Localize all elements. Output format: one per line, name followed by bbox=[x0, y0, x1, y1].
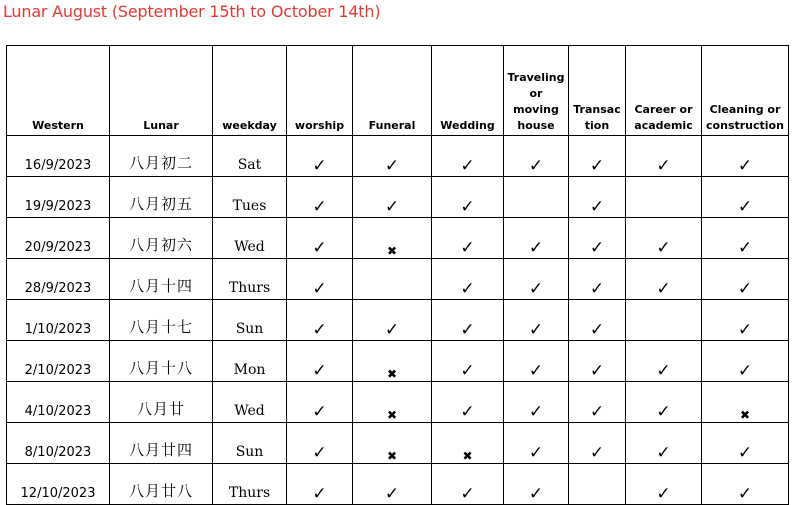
check-icon: ✓ bbox=[589, 402, 605, 422]
mark-cell-career bbox=[626, 341, 702, 382]
column-header-line: or bbox=[529, 87, 543, 100]
mark-cell-career bbox=[626, 259, 702, 300]
check-icon: ✓ bbox=[384, 320, 400, 340]
mark-cell-cleaning bbox=[702, 464, 789, 505]
check-icon: ✓ bbox=[528, 156, 544, 176]
lunar-date-cell: 八月廿四 bbox=[110, 423, 213, 464]
cross-icon: ✖ bbox=[739, 408, 751, 422]
mark-cell-career bbox=[626, 423, 702, 464]
mark-cell-career bbox=[626, 136, 702, 177]
column-header-line: Transac bbox=[573, 103, 621, 116]
column-header-line: construction bbox=[706, 119, 784, 132]
auspicious-days-table bbox=[6, 45, 789, 505]
check-icon: ✓ bbox=[528, 361, 544, 381]
mark-cell-wedding bbox=[432, 218, 504, 259]
check-icon: ✓ bbox=[460, 279, 475, 299]
mark-cell-wedding bbox=[432, 341, 504, 382]
weekday-cell: Thurs bbox=[213, 464, 287, 505]
mark-cell-worship bbox=[287, 341, 353, 382]
mark-cell-worship bbox=[287, 136, 353, 177]
lunar-date-cell: 八月十八 bbox=[110, 341, 213, 382]
check-icon: ✓ bbox=[312, 402, 327, 422]
column-header-line: Wedding bbox=[440, 119, 495, 132]
check-icon: ✓ bbox=[656, 238, 671, 258]
column-header-line: weekday bbox=[222, 119, 277, 132]
mark-cell-cleaning bbox=[702, 259, 789, 300]
check-icon: ✓ bbox=[737, 156, 753, 176]
mark-cell-worship bbox=[287, 218, 353, 259]
mark-cell-funeral bbox=[353, 259, 432, 300]
mark-cell-worship bbox=[287, 423, 353, 464]
check-icon: ✓ bbox=[460, 361, 475, 381]
check-icon: ✓ bbox=[656, 279, 671, 299]
mark-cell-funeral bbox=[353, 382, 432, 423]
western-date-cell: 8/10/2023 bbox=[7, 423, 110, 464]
check-icon: ✓ bbox=[528, 279, 544, 299]
check-icon: ✓ bbox=[312, 443, 327, 463]
western-date-cell: 1/10/2023 bbox=[7, 300, 110, 341]
column-header-line: house bbox=[517, 119, 555, 132]
weekday-cell: Thurs bbox=[213, 259, 287, 300]
mark-cell-funeral bbox=[353, 136, 432, 177]
check-icon: ✓ bbox=[737, 320, 753, 340]
mark-cell-wedding bbox=[432, 259, 504, 300]
table-row bbox=[7, 341, 789, 382]
lunar-date-cell: 八月廿八 bbox=[110, 464, 213, 505]
mark-cell-funeral bbox=[353, 423, 432, 464]
check-icon: ✓ bbox=[589, 238, 605, 258]
check-icon: ✓ bbox=[384, 484, 400, 504]
header-row bbox=[7, 46, 789, 136]
column-header-line: worship bbox=[294, 119, 345, 132]
check-icon: ✓ bbox=[656, 484, 671, 504]
column-header-transaction bbox=[569, 46, 626, 136]
mark-cell-worship bbox=[287, 300, 353, 341]
western-date-cell: 28/9/2023 bbox=[7, 259, 110, 300]
mark-cell-worship bbox=[287, 464, 353, 505]
mark-cell-worship bbox=[287, 177, 353, 218]
mark-cell-transaction bbox=[569, 218, 626, 259]
mark-cell-funeral bbox=[353, 177, 432, 218]
column-header-line: Lunar bbox=[143, 119, 179, 132]
western-date-cell: 19/9/2023 bbox=[7, 177, 110, 218]
column-header-worship bbox=[287, 46, 353, 136]
mark-cell-wedding bbox=[432, 136, 504, 177]
column-header-funeral bbox=[353, 46, 432, 136]
check-icon: ✓ bbox=[460, 402, 475, 422]
weekday-cell: Sun bbox=[213, 423, 287, 464]
table-row bbox=[7, 259, 789, 300]
mark-cell-traveling bbox=[504, 136, 569, 177]
check-icon: ✓ bbox=[384, 197, 400, 217]
mark-cell-cleaning bbox=[702, 423, 789, 464]
cross-icon: ✖ bbox=[462, 449, 473, 463]
mark-cell-career bbox=[626, 177, 702, 218]
lunar-date-cell: 八月十四 bbox=[110, 259, 213, 300]
column-header-line: tion bbox=[584, 119, 610, 132]
mark-cell-transaction bbox=[569, 464, 626, 505]
check-icon: ✓ bbox=[656, 361, 671, 381]
mark-cell-transaction bbox=[569, 259, 626, 300]
check-icon: ✓ bbox=[737, 279, 753, 299]
mark-cell-transaction bbox=[569, 300, 626, 341]
cross-icon: ✖ bbox=[386, 408, 398, 422]
mark-cell-career bbox=[626, 464, 702, 505]
check-icon: ✓ bbox=[312, 320, 327, 340]
check-icon: ✓ bbox=[312, 361, 327, 381]
weekday-cell: Tues bbox=[213, 177, 287, 218]
weekday-cell: Sat bbox=[213, 136, 287, 177]
check-icon: ✓ bbox=[656, 402, 671, 422]
check-icon: ✓ bbox=[656, 443, 671, 463]
column-header-lunar bbox=[110, 46, 213, 136]
check-icon: ✓ bbox=[460, 238, 475, 258]
lunar-date-cell: 八月廿 bbox=[110, 382, 213, 423]
mark-cell-cleaning bbox=[702, 382, 789, 423]
mark-cell-funeral bbox=[353, 464, 432, 505]
mark-cell-wedding bbox=[432, 464, 504, 505]
mark-cell-cleaning bbox=[702, 136, 789, 177]
lunar-date-cell: 八月初五 bbox=[110, 177, 213, 218]
weekday-cell: Sun bbox=[213, 300, 287, 341]
check-icon: ✓ bbox=[312, 156, 327, 176]
column-header-weekday bbox=[213, 46, 287, 136]
western-date-cell: 4/10/2023 bbox=[7, 382, 110, 423]
check-icon: ✓ bbox=[737, 238, 753, 258]
check-icon: ✓ bbox=[589, 361, 605, 381]
weekday-cell: Mon bbox=[213, 341, 287, 382]
cross-icon: ✖ bbox=[386, 367, 398, 381]
mark-cell-transaction bbox=[569, 341, 626, 382]
check-icon: ✓ bbox=[528, 320, 544, 340]
check-icon: ✓ bbox=[384, 156, 400, 176]
column-header-line: moving bbox=[513, 103, 559, 116]
check-icon: ✓ bbox=[737, 361, 753, 381]
table-row bbox=[7, 382, 789, 423]
western-date-cell: 12/10/2023 bbox=[7, 464, 110, 505]
column-header-line: academic bbox=[634, 119, 693, 132]
check-icon: ✓ bbox=[312, 197, 327, 217]
check-icon: ✓ bbox=[460, 320, 475, 340]
cross-icon: ✖ bbox=[386, 449, 398, 463]
mark-cell-cleaning bbox=[702, 177, 789, 218]
western-date-cell: 20/9/2023 bbox=[7, 218, 110, 259]
check-icon: ✓ bbox=[589, 443, 605, 463]
mark-cell-traveling bbox=[504, 300, 569, 341]
check-icon: ✓ bbox=[312, 484, 327, 504]
mark-cell-traveling bbox=[504, 382, 569, 423]
mark-cell-career bbox=[626, 300, 702, 341]
table-row bbox=[7, 218, 789, 259]
cross-icon: ✖ bbox=[386, 244, 398, 258]
check-icon: ✓ bbox=[737, 197, 753, 217]
check-icon: ✓ bbox=[528, 443, 544, 463]
mark-cell-traveling bbox=[504, 218, 569, 259]
mark-cell-worship bbox=[287, 259, 353, 300]
column-header-line: Western bbox=[32, 119, 84, 132]
check-icon: ✓ bbox=[460, 197, 475, 217]
column-header-traveling bbox=[504, 46, 569, 136]
mark-cell-funeral bbox=[353, 218, 432, 259]
mark-cell-career bbox=[626, 382, 702, 423]
mark-cell-transaction bbox=[569, 136, 626, 177]
lunar-date-cell: 八月十七 bbox=[110, 300, 213, 341]
check-icon: ✓ bbox=[528, 402, 544, 422]
column-header-line: Traveling bbox=[507, 71, 565, 84]
mark-cell-funeral bbox=[353, 341, 432, 382]
mark-cell-traveling bbox=[504, 259, 569, 300]
check-icon: ✓ bbox=[589, 197, 605, 217]
mark-cell-traveling bbox=[504, 423, 569, 464]
western-date-cell: 16/9/2023 bbox=[7, 136, 110, 177]
weekday-cell: Wed bbox=[213, 218, 287, 259]
column-header-career bbox=[626, 46, 702, 136]
mark-cell-traveling bbox=[504, 177, 569, 218]
table-row bbox=[7, 136, 789, 177]
column-header-western bbox=[7, 46, 110, 136]
mark-cell-transaction bbox=[569, 177, 626, 218]
column-header-line: Career or bbox=[634, 103, 693, 116]
table-row bbox=[7, 423, 789, 464]
table-row bbox=[7, 464, 789, 505]
column-header-line: Cleaning or bbox=[709, 103, 781, 116]
check-icon: ✓ bbox=[589, 279, 605, 299]
mark-cell-wedding bbox=[432, 382, 504, 423]
table-row bbox=[7, 177, 789, 218]
mark-cell-transaction bbox=[569, 423, 626, 464]
check-icon: ✓ bbox=[460, 156, 475, 176]
check-icon: ✓ bbox=[312, 279, 327, 299]
mark-cell-transaction bbox=[569, 382, 626, 423]
column-header-wedding bbox=[432, 46, 504, 136]
mark-cell-wedding bbox=[432, 300, 504, 341]
lunar-date-cell: 八月初六 bbox=[110, 218, 213, 259]
column-header-cleaning bbox=[702, 46, 789, 136]
mark-cell-traveling bbox=[504, 341, 569, 382]
western-date-cell: 2/10/2023 bbox=[7, 341, 110, 382]
mark-cell-cleaning bbox=[702, 218, 789, 259]
weekday-cell: Wed bbox=[213, 382, 287, 423]
page-title: Lunar August (September 15th to October 14th) bbox=[3, 2, 381, 21]
check-icon: ✓ bbox=[312, 238, 327, 258]
mark-cell-cleaning bbox=[702, 341, 789, 382]
check-icon: ✓ bbox=[589, 156, 605, 176]
check-icon: ✓ bbox=[737, 484, 753, 504]
mark-cell-traveling bbox=[504, 464, 569, 505]
check-icon: ✓ bbox=[656, 156, 671, 176]
mark-cell-worship bbox=[287, 382, 353, 423]
column-header-line: Funeral bbox=[368, 119, 416, 132]
mark-cell-cleaning bbox=[702, 300, 789, 341]
mark-cell-career bbox=[626, 218, 702, 259]
check-icon: ✓ bbox=[528, 238, 544, 258]
check-icon: ✓ bbox=[528, 484, 544, 504]
check-icon: ✓ bbox=[737, 443, 753, 463]
table-row bbox=[7, 300, 789, 341]
check-icon: ✓ bbox=[589, 320, 605, 340]
check-icon: ✓ bbox=[460, 484, 475, 504]
mark-cell-wedding bbox=[432, 177, 504, 218]
lunar-date-cell: 八月初二 bbox=[110, 136, 213, 177]
mark-cell-funeral bbox=[353, 300, 432, 341]
mark-cell-wedding bbox=[432, 423, 504, 464]
